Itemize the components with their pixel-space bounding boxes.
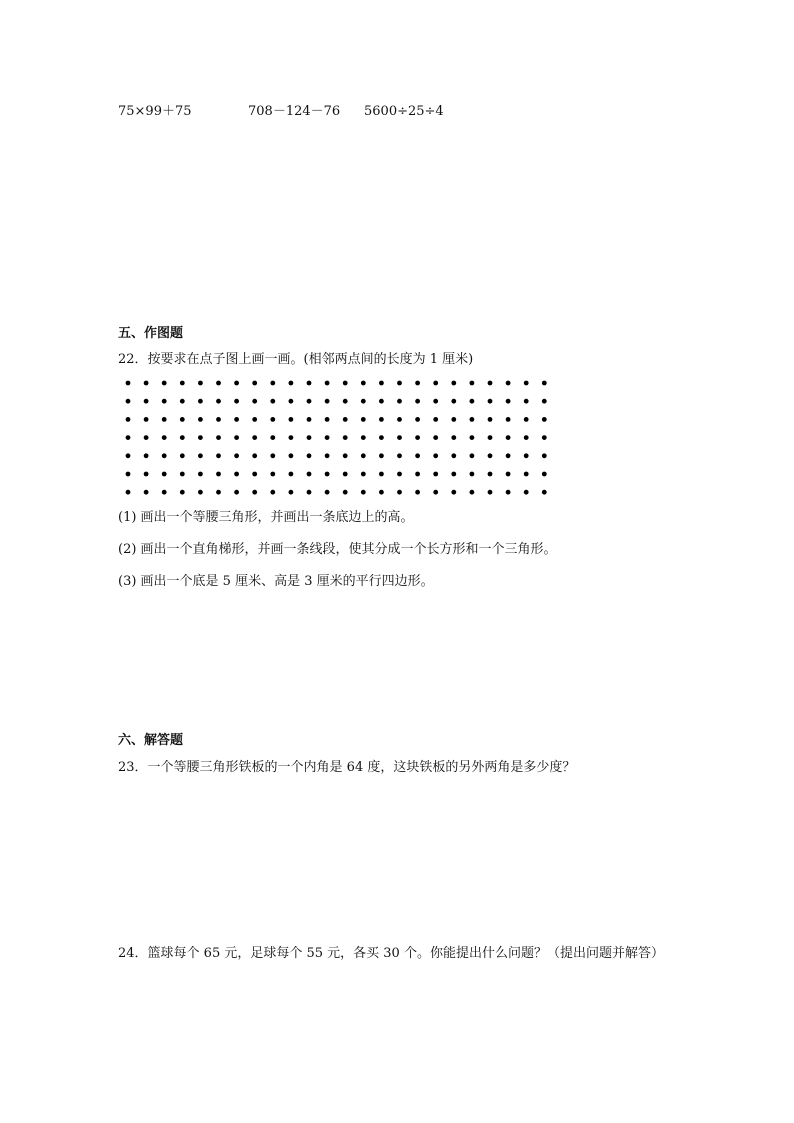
grid-dot <box>397 472 402 477</box>
grid-dot <box>451 472 456 477</box>
grid-dot <box>506 399 511 404</box>
grid-dot <box>397 435 402 440</box>
grid-dot <box>216 435 221 440</box>
grid-dot <box>144 381 149 386</box>
grid-dot <box>470 399 475 404</box>
grid-dot <box>343 453 348 458</box>
calc-expression-1: 75×99＋75 <box>118 104 192 119</box>
grid-dot <box>524 417 529 422</box>
grid-dot <box>397 490 402 495</box>
question-24: 24．篮球每个 65 元，足球每个 55 元，各买 30 个。你能提出什么问题？（提出问题并解答） <box>118 946 664 961</box>
section-6-heading: 六、解答题 <box>118 733 184 748</box>
grid-dot <box>198 453 203 458</box>
grid-dot <box>270 399 275 404</box>
grid-dot <box>144 490 149 495</box>
grid-dot <box>470 453 475 458</box>
grid-dot <box>379 399 384 404</box>
grid-dot <box>451 381 456 386</box>
grid-dot <box>488 453 493 458</box>
grid-dot <box>198 417 203 422</box>
grid-dot <box>451 490 456 495</box>
grid-dot <box>162 399 167 404</box>
grid-dot <box>343 435 348 440</box>
grid-dot <box>433 472 438 477</box>
grid-dot <box>270 435 275 440</box>
grid-dot <box>361 453 366 458</box>
grid-dot <box>397 453 402 458</box>
question-22-prompt: 22．按要求在点子图上画一画。(相邻两点间的长度为 1 厘米) <box>118 352 474 367</box>
grid-dot <box>361 435 366 440</box>
grid-dot <box>289 453 294 458</box>
grid-dot <box>270 490 275 495</box>
grid-dot <box>180 435 185 440</box>
grid-dot <box>343 472 348 477</box>
grid-dot <box>488 472 493 477</box>
grid-dot <box>180 399 185 404</box>
grid-dot <box>542 435 547 440</box>
grid-dot <box>433 490 438 495</box>
grid-dot <box>144 472 149 477</box>
grid-dot <box>524 490 529 495</box>
grid-dot <box>144 453 149 458</box>
grid-dot <box>379 453 384 458</box>
grid-dot <box>470 435 475 440</box>
grid-dot <box>216 381 221 386</box>
grid-dot <box>379 417 384 422</box>
grid-dot <box>252 399 257 404</box>
grid-dot <box>470 381 475 386</box>
grid-dot <box>216 490 221 495</box>
grid-dot <box>542 490 547 495</box>
grid-dot <box>180 417 185 422</box>
grid-dot <box>252 417 257 422</box>
grid-dot <box>415 472 420 477</box>
grid-dot <box>252 435 257 440</box>
grid-dot <box>488 435 493 440</box>
grid-dot <box>216 399 221 404</box>
question-22-sub-3: (3) 画出一个底是 5 厘米、高是 3 厘米的平行四边形。 <box>118 574 434 589</box>
grid-dot <box>289 417 294 422</box>
grid-dot <box>415 381 420 386</box>
grid-dot <box>289 472 294 477</box>
grid-dot <box>289 399 294 404</box>
grid-dot <box>180 472 185 477</box>
question-23: 23．一个等腰三角形铁板的一个内角是 64 度，这块铁板的另外两角是多少度？ <box>118 760 576 775</box>
grid-dot <box>252 381 257 386</box>
grid-dot <box>234 453 239 458</box>
grid-dot <box>252 453 257 458</box>
grid-dot <box>270 472 275 477</box>
grid-dot <box>361 381 366 386</box>
grid-dot <box>542 472 547 477</box>
grid-dot <box>307 472 312 477</box>
grid-dot <box>470 490 475 495</box>
grid-dot <box>126 417 131 422</box>
grid-dot <box>470 417 475 422</box>
grid-dot <box>415 453 420 458</box>
grid-dot <box>144 435 149 440</box>
grid-dot <box>126 435 131 440</box>
grid-dot <box>126 490 131 495</box>
grid-dot <box>252 472 257 477</box>
grid-dot <box>451 399 456 404</box>
grid-dot <box>307 399 312 404</box>
grid-dot <box>433 453 438 458</box>
grid-dot <box>234 472 239 477</box>
grid-dot <box>198 435 203 440</box>
grid-dot <box>234 399 239 404</box>
grid-dot <box>162 453 167 458</box>
grid-dot <box>506 453 511 458</box>
grid-dot <box>307 435 312 440</box>
grid-dot <box>198 381 203 386</box>
grid-dot <box>325 381 330 386</box>
calc-expression-2: 708－124－76 <box>248 104 341 119</box>
grid-dot <box>325 435 330 440</box>
grid-dot <box>379 435 384 440</box>
grid-dot <box>162 417 167 422</box>
grid-dot <box>470 472 475 477</box>
grid-dot <box>126 453 131 458</box>
grid-dot <box>524 381 529 386</box>
grid-dot <box>325 399 330 404</box>
grid-dot <box>162 472 167 477</box>
grid-dot <box>216 453 221 458</box>
grid-dot <box>433 417 438 422</box>
grid-dot <box>361 490 366 495</box>
grid-dot <box>433 399 438 404</box>
grid-dot <box>289 490 294 495</box>
grid-dot <box>542 453 547 458</box>
grid-dot <box>252 490 257 495</box>
grid-dot <box>325 453 330 458</box>
grid-dot <box>433 381 438 386</box>
grid-dot <box>234 435 239 440</box>
grid-dot <box>397 399 402 404</box>
grid-dot <box>343 490 348 495</box>
grid-dot <box>542 399 547 404</box>
section-5-heading: 五、作图题 <box>118 326 184 341</box>
grid-dot <box>343 417 348 422</box>
grid-dot <box>216 417 221 422</box>
grid-dot <box>180 490 185 495</box>
grid-dot <box>234 417 239 422</box>
grid-dot <box>162 435 167 440</box>
grid-dot <box>542 381 547 386</box>
grid-dot <box>289 381 294 386</box>
grid-dot <box>415 490 420 495</box>
grid-dot <box>361 417 366 422</box>
grid-dot <box>524 399 529 404</box>
grid-dot <box>524 472 529 477</box>
grid-dot <box>325 472 330 477</box>
grid-dot <box>361 472 366 477</box>
grid-dot <box>379 490 384 495</box>
grid-dot <box>289 435 294 440</box>
grid-dot <box>433 435 438 440</box>
grid-dot <box>270 417 275 422</box>
grid-dot <box>307 417 312 422</box>
grid-dot <box>397 417 402 422</box>
grid-dot <box>415 417 420 422</box>
grid-dot <box>270 381 275 386</box>
grid-dot <box>397 381 402 386</box>
grid-dot <box>307 490 312 495</box>
grid-dot <box>343 381 348 386</box>
grid-dot <box>506 490 511 495</box>
grid-dot <box>451 453 456 458</box>
grid-dot <box>234 490 239 495</box>
grid-dot <box>488 399 493 404</box>
grid-dot <box>307 453 312 458</box>
grid-dot <box>162 381 167 386</box>
grid-dot <box>198 490 203 495</box>
grid-dot <box>126 472 131 477</box>
grid-dot <box>144 399 149 404</box>
grid-dot <box>524 435 529 440</box>
calc-expression-3: 5600÷25÷4 <box>364 104 444 119</box>
grid-dot <box>126 381 131 386</box>
grid-dot <box>307 381 312 386</box>
grid-dot <box>144 417 149 422</box>
grid-dot <box>198 472 203 477</box>
grid-dot <box>488 490 493 495</box>
grid-dot <box>506 472 511 477</box>
grid-dot <box>361 399 366 404</box>
grid-dot <box>415 399 420 404</box>
grid-dot <box>126 399 131 404</box>
grid-dot <box>234 381 239 386</box>
grid-dot <box>270 453 275 458</box>
grid-dot <box>180 381 185 386</box>
grid-dot <box>488 381 493 386</box>
grid-dot <box>180 453 185 458</box>
grid-dot <box>343 399 348 404</box>
grid-dot <box>325 490 330 495</box>
grid-dot <box>506 417 511 422</box>
grid-dot <box>506 435 511 440</box>
grid-dot <box>506 381 511 386</box>
grid-dot <box>379 381 384 386</box>
grid-dot <box>216 472 221 477</box>
grid-dot <box>488 417 493 422</box>
grid-dot <box>415 435 420 440</box>
question-22-sub-2: (2) 画出一个直角梯形，并画一条线段，使其分成一个长方形和一个三角形。 <box>118 542 557 557</box>
grid-dot <box>451 435 456 440</box>
grid-dot <box>542 417 547 422</box>
grid-dot <box>451 417 456 422</box>
question-22-sub-1: (1) 画出一个等腰三角形，并画出一条底边上的高。 <box>118 510 414 525</box>
grid-dot <box>379 472 384 477</box>
grid-dot <box>162 490 167 495</box>
grid-dot <box>198 399 203 404</box>
grid-dot <box>325 417 330 422</box>
grid-dot <box>524 453 529 458</box>
